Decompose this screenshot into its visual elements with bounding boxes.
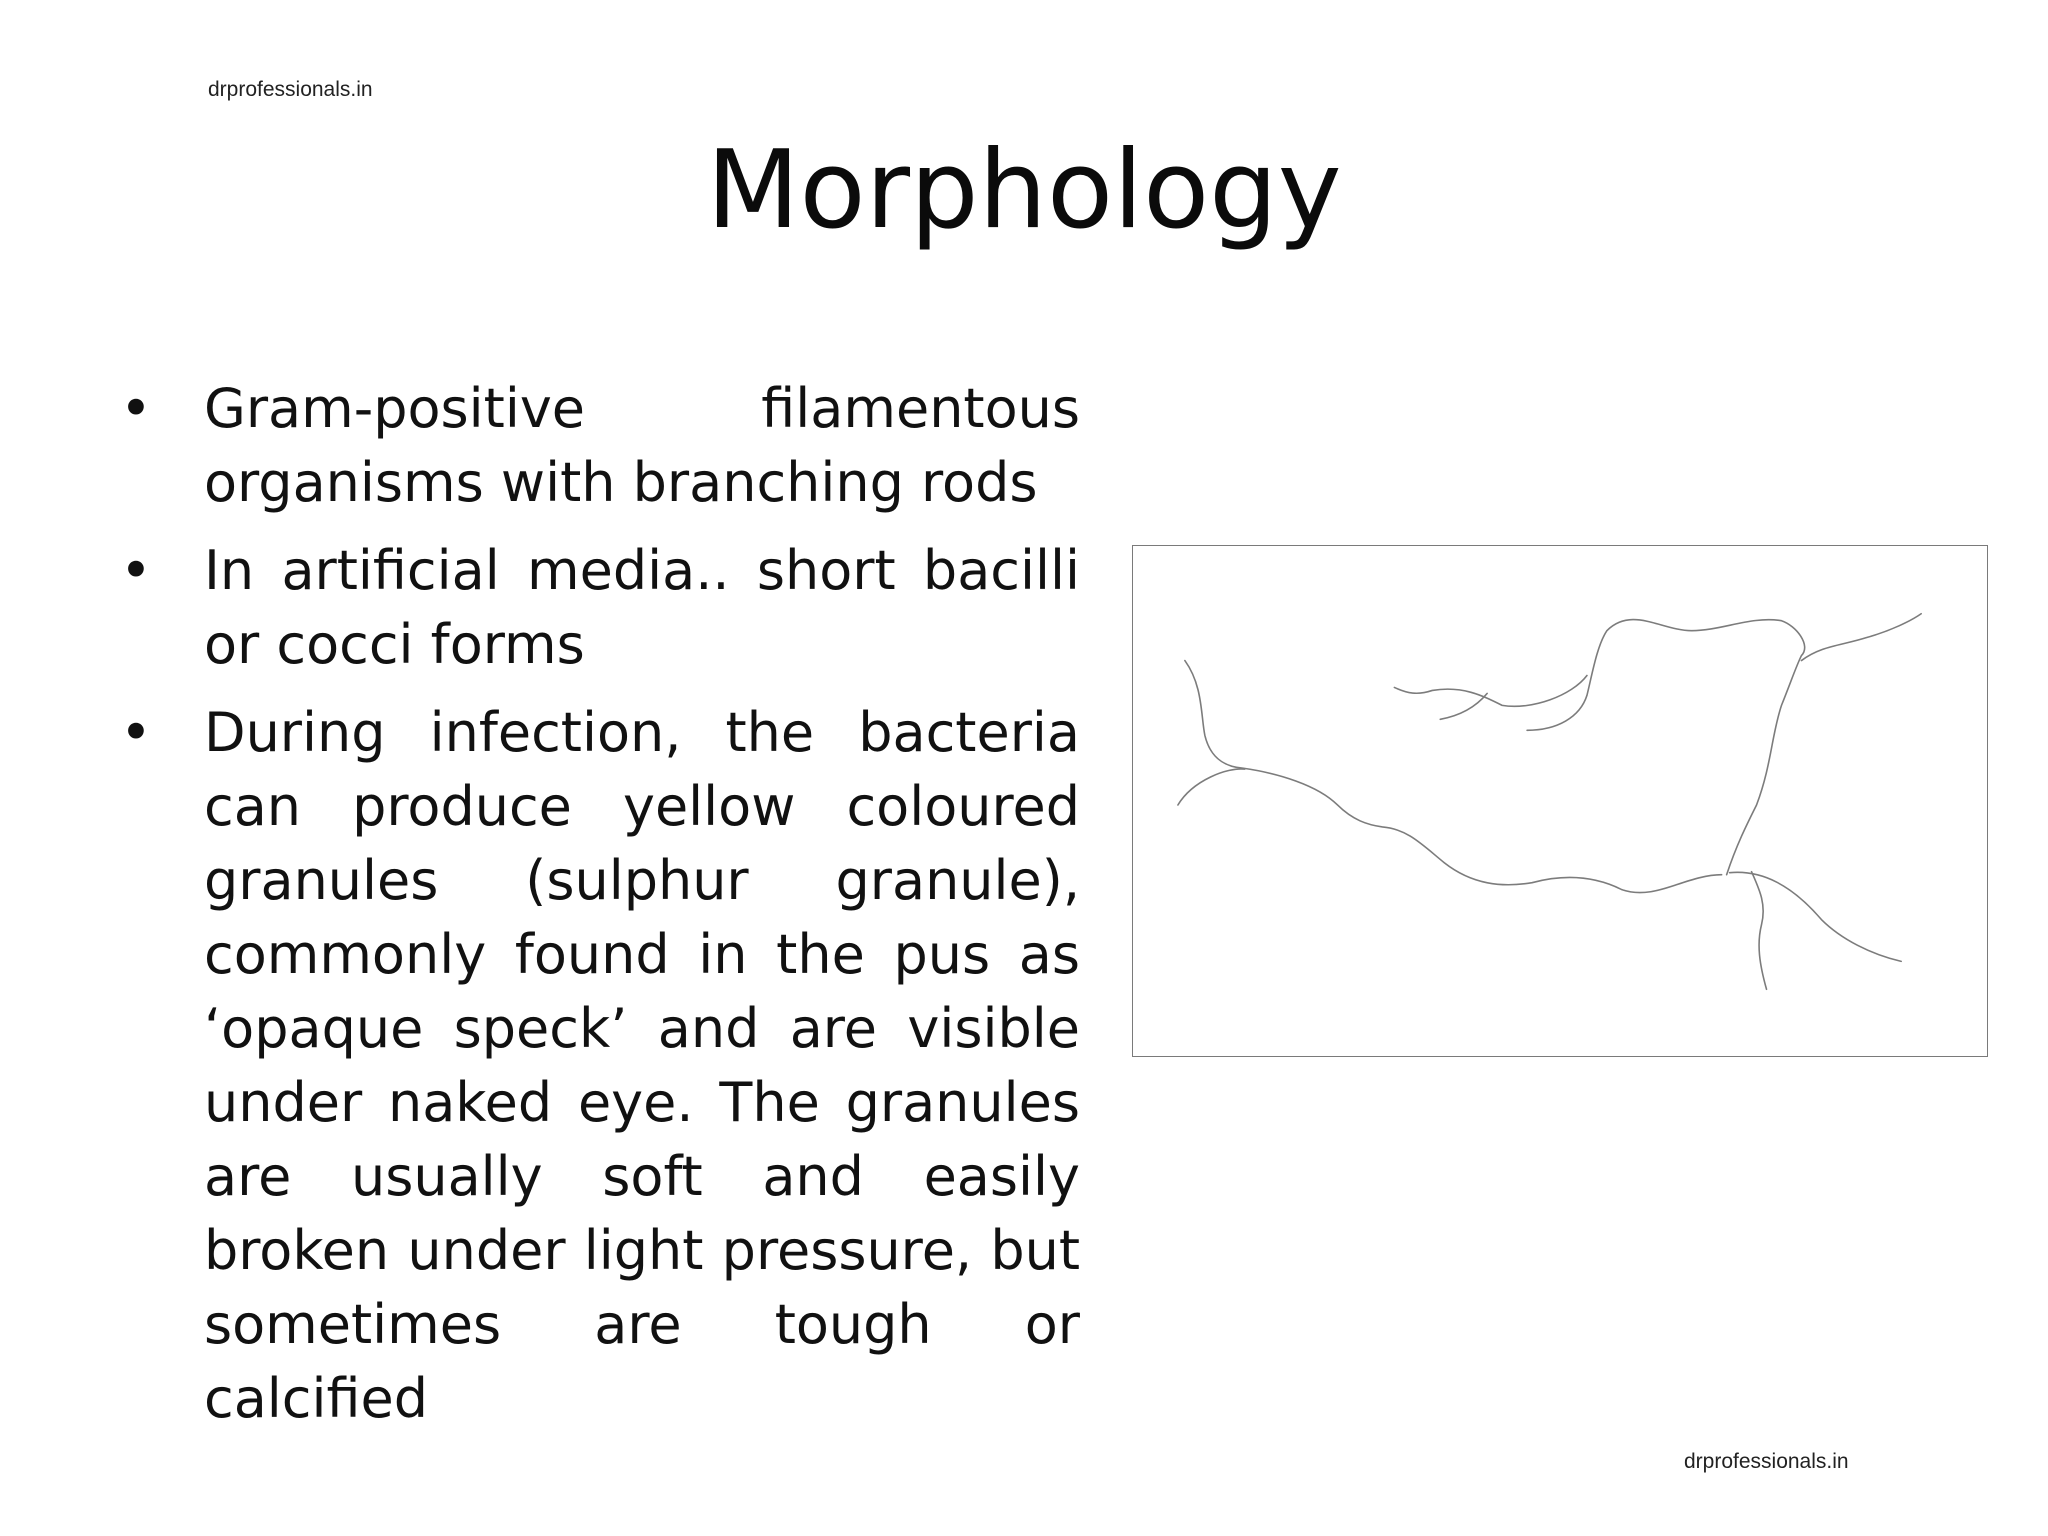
bullet-text: Gram-positive filamentous organisms with branching rods bbox=[204, 377, 1080, 514]
bullet-list bbox=[120, 372, 1080, 1450]
slide-title: Morphology bbox=[706, 128, 1342, 253]
bullet-item-2 bbox=[120, 534, 1080, 682]
bullet-marker: • bbox=[120, 701, 152, 764]
filament-branch-lower-right bbox=[1730, 872, 1902, 961]
bullet-marker: • bbox=[120, 377, 152, 440]
bullet-text: In artificial media.. short bacilli or cocci forms bbox=[204, 539, 1080, 676]
filament-branch-upper-right bbox=[1801, 614, 1921, 661]
branching-filaments-drawing bbox=[1133, 546, 1987, 1056]
watermark-top: drprofessionals.in bbox=[208, 78, 373, 101]
filament-loop-right bbox=[1527, 620, 1805, 875]
filament-branch-down bbox=[1752, 872, 1767, 990]
filament-illustration bbox=[1132, 545, 1988, 1057]
watermark-bottom: drprofessionals.in bbox=[1684, 1450, 1849, 1473]
bullet-text: During infection, the bacteria can produce yellow coloured granules (sulphur granule), commonly found in the pus as ‘opaque speck’ and are visible under naked eye. The granules are usually soft and easily broken under light pressure, but sometimes are tough or calcified bbox=[204, 701, 1080, 1430]
bullet-item-3 bbox=[120, 696, 1080, 1436]
bullet-marker: • bbox=[120, 539, 152, 602]
filament-branch-upper-left bbox=[1394, 675, 1587, 706]
filament-branch-curl bbox=[1440, 693, 1487, 719]
bullet-item-1 bbox=[120, 372, 1080, 520]
filament-main bbox=[1185, 661, 1722, 893]
filament-branch-lower-left bbox=[1178, 769, 1245, 805]
